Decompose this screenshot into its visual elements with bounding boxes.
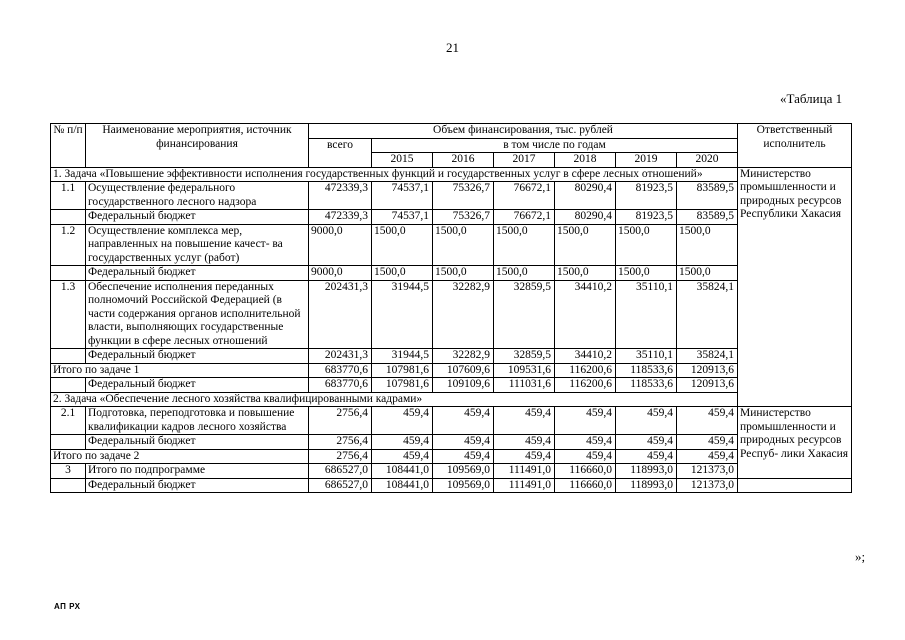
- row-total: 9000,0: [309, 224, 372, 266]
- row-year-value: 1500,0: [372, 266, 433, 281]
- table-caption: «Таблица 1: [780, 91, 843, 106]
- row-year-value: 80290,4: [555, 182, 616, 210]
- row-year-value: 74537,1: [372, 210, 433, 225]
- subprogram-total-row: [51, 464, 852, 479]
- row-year-value: 1500,0: [433, 224, 494, 266]
- row-year-value: 75326,7: [433, 210, 494, 225]
- row-total: 472339,3: [309, 182, 372, 210]
- row-total: 472339,3: [309, 210, 372, 225]
- row-no: [51, 266, 86, 281]
- footer-mark: АП РХ: [54, 602, 81, 611]
- row-name: Федеральный бюджет: [86, 266, 309, 281]
- row-total: 2756,4: [309, 407, 372, 435]
- row-total: 2756,4: [309, 435, 372, 450]
- row-year-value: 1500,0: [494, 266, 555, 281]
- row-year-value: 32282,9: [433, 280, 494, 349]
- row-year-value: 1500,0: [616, 266, 677, 281]
- row-year-value: 1500,0: [494, 224, 555, 266]
- row-year-value: 459,4: [433, 407, 494, 435]
- row-year-value: 107981,6: [372, 363, 433, 378]
- row-year-value: 116200,6: [555, 378, 616, 393]
- row-year-value: 459,4: [372, 449, 433, 464]
- row-year-value: 459,4: [494, 449, 555, 464]
- row-no: 2.1: [51, 407, 86, 435]
- row-no: [51, 349, 86, 364]
- row-year-value: 75326,7: [433, 182, 494, 210]
- row-year-value: 1500,0: [433, 266, 494, 281]
- task1-total-label: Итого по задаче 1: [51, 363, 309, 378]
- row-year-value: 107981,6: [372, 378, 433, 393]
- row-year-value: 109531,6: [494, 363, 555, 378]
- header-year: 2017: [494, 153, 555, 168]
- row-name: Подготовка, переподготовка и повышение квалификации кадров лесного хозяйства: [86, 407, 309, 435]
- row-year-value: 1500,0: [677, 266, 738, 281]
- row-year-value: 83589,5: [677, 210, 738, 225]
- row-year-value: 1500,0: [555, 266, 616, 281]
- row-year-value: 459,4: [677, 407, 738, 435]
- table-row: [51, 210, 852, 225]
- row-total: 686527,0: [309, 464, 372, 479]
- row-year-value: 121373,0: [677, 478, 738, 493]
- row-year-value: 109569,0: [433, 464, 494, 479]
- row-year-value: 31944,5: [372, 280, 433, 349]
- row-no: [51, 210, 86, 225]
- row-year-value: 118533,6: [616, 378, 677, 393]
- row-year-value: 120913,6: [677, 378, 738, 393]
- task2-total-label: Итого по задаче 2: [51, 449, 309, 464]
- row-year-value: 35824,1: [677, 280, 738, 349]
- row-year-value: 459,4: [616, 435, 677, 450]
- row-year-value: 74537,1: [372, 182, 433, 210]
- closing-quote-mark: »;: [855, 549, 866, 564]
- row-year-value: 108441,0: [372, 478, 433, 493]
- row-year-value: 76672,1: [494, 182, 555, 210]
- row-year-value: 108441,0: [372, 464, 433, 479]
- row-year-value: 118993,0: [616, 464, 677, 479]
- row-year-value: 35824,1: [677, 349, 738, 364]
- row-year-value: 34410,2: [555, 280, 616, 349]
- header-name: Наименование мероприятия, источник финансирования: [86, 124, 309, 168]
- row-year-value: 1500,0: [555, 224, 616, 266]
- row-year-value: 111491,0: [494, 478, 555, 493]
- subprogram-fed-row: [51, 478, 852, 493]
- row-year-value: 118993,0: [616, 478, 677, 493]
- table-row: [51, 349, 852, 364]
- row-name: Федеральный бюджет: [86, 378, 309, 393]
- row-year-value: 109109,6: [433, 378, 494, 393]
- table-row: [51, 224, 852, 266]
- row-year-value: 32859,5: [494, 280, 555, 349]
- row-no: [51, 435, 86, 450]
- header-responsible: Ответственный исполнитель: [738, 124, 852, 168]
- row-year-value: 81923,5: [616, 210, 677, 225]
- row-year-value: 1500,0: [616, 224, 677, 266]
- row-name: Итого по подпрограмме: [86, 464, 309, 479]
- row-year-value: 116200,6: [555, 363, 616, 378]
- table-row: [51, 182, 852, 210]
- row-year-value: 32282,9: [433, 349, 494, 364]
- row-year-value: 109569,0: [433, 478, 494, 493]
- row-name: Федеральный бюджет: [86, 210, 309, 225]
- header-year: 2019: [616, 153, 677, 168]
- row-total: 683770,6: [309, 363, 372, 378]
- row-year-value: 118533,6: [616, 363, 677, 378]
- header-year: 2020: [677, 153, 738, 168]
- row-year-value: 459,4: [372, 435, 433, 450]
- row-year-value: 459,4: [494, 407, 555, 435]
- row-year-value: 459,4: [372, 407, 433, 435]
- row-year-value: 111491,0: [494, 464, 555, 479]
- row-name: Федеральный бюджет: [86, 478, 309, 493]
- row-name: Федеральный бюджет: [86, 435, 309, 450]
- row-year-value: 121373,0: [677, 464, 738, 479]
- row-year-value: 459,4: [555, 449, 616, 464]
- table-row: [51, 280, 852, 349]
- row-year-value: 459,4: [616, 449, 677, 464]
- row-year-value: 459,4: [677, 449, 738, 464]
- row-total: 202431,3: [309, 280, 372, 349]
- row-year-value: 459,4: [616, 407, 677, 435]
- row-year-value: 116660,0: [555, 464, 616, 479]
- header-total: всего: [309, 138, 372, 167]
- header-no: № п/п: [51, 124, 86, 168]
- task2-title: 2. Задача «Обеспечение лесного хозяйства квалифицированными кадрами»: [51, 392, 738, 407]
- row-name: Обеспечение исполнения переданных полномочий Российской Федерацией (в части содержания органов исполнительной власти, выполняющих государственные функции в сфере лесных отношений: [86, 280, 309, 349]
- row-no: 1.1: [51, 182, 86, 210]
- row-year-value: 459,4: [555, 407, 616, 435]
- row-name: Федеральный бюджет: [86, 349, 309, 364]
- financing-table: [50, 123, 852, 493]
- row-name: Осуществление федерального государственного лесного надзора: [86, 182, 309, 210]
- page-number: 21: [446, 40, 459, 55]
- table-row: [51, 435, 852, 450]
- header-year: 2015: [372, 153, 433, 168]
- row-year-value: 35110,1: [616, 280, 677, 349]
- row-year-value: 83589,5: [677, 182, 738, 210]
- task-total-fed-row: [51, 378, 852, 393]
- row-total: 683770,6: [309, 378, 372, 393]
- row-year-value: 1500,0: [677, 224, 738, 266]
- row-year-value: 81923,5: [616, 182, 677, 210]
- task1-responsible: Министерство промышленности и природных ресурсов Республики Хакасия: [738, 167, 852, 407]
- row-name: Осуществление комплекса мер, направленных на повышение качест- ва государственных услуг (работ): [86, 224, 309, 266]
- row-year-value: 107609,6: [433, 363, 494, 378]
- table-row: [51, 407, 852, 435]
- task-total-row: [51, 449, 852, 464]
- task1-title: 1. Задача «Повышение эффективности исполнения государственных функций и государственных услуг в сфере лесных отношений»: [51, 167, 738, 182]
- row-total: 202431,3: [309, 349, 372, 364]
- row-year-value: 31944,5: [372, 349, 433, 364]
- row-no: 1.2: [51, 224, 86, 266]
- header-year: 2018: [555, 153, 616, 168]
- row-no: 3: [51, 464, 86, 479]
- table-row: [51, 266, 852, 281]
- row-year-value: 76672,1: [494, 210, 555, 225]
- row-year-value: 459,4: [555, 435, 616, 450]
- row-year-value: 35110,1: [616, 349, 677, 364]
- row-year-value: 34410,2: [555, 349, 616, 364]
- row-year-value: 459,4: [677, 435, 738, 450]
- row-year-value: 459,4: [433, 435, 494, 450]
- row-year-value: 116660,0: [555, 478, 616, 493]
- row-year-value: 1500,0: [372, 224, 433, 266]
- row-year-value: 80290,4: [555, 210, 616, 225]
- row-year-value: 459,4: [494, 435, 555, 450]
- row-year-value: 32859,5: [494, 349, 555, 364]
- row-year-value: 459,4: [433, 449, 494, 464]
- row-year-value: 111031,6: [494, 378, 555, 393]
- row-total: 686527,0: [309, 478, 372, 493]
- row-year-value: 120913,6: [677, 363, 738, 378]
- header-year: 2016: [433, 153, 494, 168]
- row-total: 9000,0: [309, 266, 372, 281]
- task2-responsible: Министерство промышленности и природных ресурсов Респуб- лики Хакасия: [738, 407, 852, 479]
- header-by-years: в том числе по годам: [372, 138, 738, 153]
- header-volume: Объем финансирования, тыс. рублей: [309, 124, 738, 139]
- task-total-row: [51, 363, 852, 378]
- row-no: 1.3: [51, 280, 86, 349]
- row-total: 2756,4: [309, 449, 372, 464]
